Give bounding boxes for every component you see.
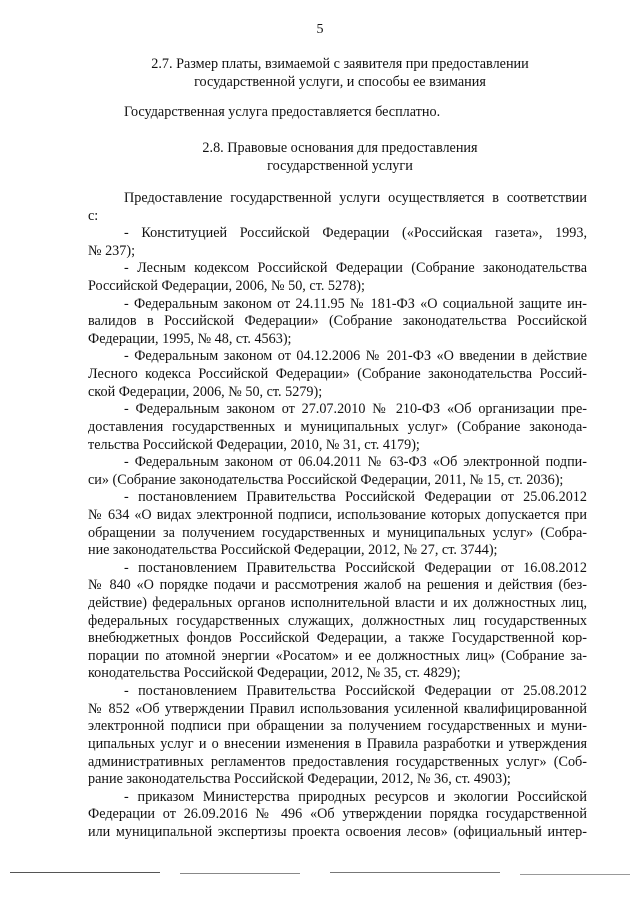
body-line: - Лесным кодексом Российской Федерации (Собрание законодательства — [124, 260, 587, 277]
body-line: порации по атомной энергии «Росатом» и ее должностных лиц» (Собрание за- — [88, 647, 587, 664]
body-line: № 852 «Об утверждении Правил использования усиленной квалифицированной — [88, 700, 587, 717]
body-line: административных регламентов предоставления государственных услуг» (Соб- — [88, 753, 587, 770]
body-line: или муниципальной экспертизы проекта освоения лесов» (официальный интер- — [88, 823, 587, 840]
body-line: - постановлением Правительства Российской Федерации от 16.08.2012 — [124, 559, 587, 576]
heading-line: 2.8. Правовые основания для предоставления — [202, 140, 478, 156]
body-line: Федерации, 1995, № 48, ст. 4563); — [88, 330, 292, 347]
body-line: внебюджетных фондов Российской Федерации, а также Государственной кор- — [88, 630, 587, 647]
scan-edge-marks — [0, 862, 640, 905]
body-line: Российской Федерации, 2006, № 50, ст. 5278); — [88, 278, 365, 295]
body-line: - приказом Министерства природных ресурсов и экологии Российской — [124, 788, 587, 805]
body-line: Федерации от 26.09.2016 № 496 «Об утверждении порядка государственной — [88, 806, 587, 823]
scan-artifact-line — [180, 873, 300, 874]
body-line: - Федеральным законом от 27.07.2010 № 210-ФЗ «Об организации пре- — [124, 401, 587, 418]
body-line: доставления государственных и муниципальных услуг» (Собрание законода- — [88, 418, 587, 435]
section-heading-2-7 — [110, 55, 570, 91]
scan-artifact-line — [10, 872, 160, 873]
body-line: ской Федерации, 2006, № 50, ст. 5279); — [88, 383, 323, 400]
body-line: № 634 «О видах электронной подписи, использование которых допускается при — [88, 506, 587, 523]
body-line: си» (Собрание законодательства Российской Федерации, 2011, № 15, ст. 2036); — [88, 471, 564, 488]
body-line: - Федеральным законом от 06.04.2011 № 63-ФЗ «Об электронной подпи- — [124, 454, 587, 471]
body-line: Лесного кодекса Российской Федерации» (Собрание законодательства Россий- — [88, 366, 587, 383]
body-line: действие) федеральных органов исполнительной власти и их должностных лиц, — [88, 595, 587, 612]
body-line: с: — [88, 207, 99, 224]
legal-basis-list — [88, 190, 587, 842]
body-line: - постановлением Правительства Российской Федерации от 25.06.2012 — [124, 489, 587, 506]
scan-artifact-line — [520, 874, 630, 875]
body-line: электронной подписи при обращении за получением государственных и муни- — [88, 718, 587, 735]
body-line: № 237); — [88, 242, 136, 259]
body-line: конодательства Российской Федерации, 2012, № 35, ст. 4829); — [88, 665, 461, 682]
heading-line: 2.7. Размер платы, взимаемой с заявителя при предоставлении — [151, 56, 529, 72]
scan-artifact-line — [330, 872, 500, 873]
body-line: - постановлением Правительства Российской Федерации от 25.08.2012 — [124, 683, 587, 700]
body-line: № 840 «О порядке подачи и рассмотрения жалоб на решения и действия (без- — [88, 577, 587, 594]
heading-line: государственной услуги — [267, 158, 413, 174]
fee-statement: Государственная услуга предоставляется бесплатно. — [124, 104, 441, 120]
heading-line: государственной услуги, и способы ее взимания — [194, 74, 486, 90]
body-line: - Федеральным законом от 24.11.95 № 181-ФЗ «О социальной защите ин- — [124, 295, 587, 312]
body-line: Предоставление государственной услуги осуществляется в соответствии — [124, 190, 587, 206]
page-number: 5 — [316, 22, 324, 37]
body-line: валидов в Российской Федерации» (Собрание законодательства Российской — [88, 313, 587, 330]
body-line: рание законодательства Российской Федерации, 2012, № 36, ст. 4903); — [88, 771, 511, 788]
body-line: - Федеральным законом от 04.12.2006 № 201-ФЗ «О введении в действие — [124, 348, 587, 365]
body-line: - Конституцией Российской Федерации («Российская газета», 1993, — [124, 225, 587, 242]
body-line: тельства Российской Федерации, 2010, № 31, ст. 4179); — [88, 436, 420, 453]
body-line: ние законодательства Российской Федерации, 2012, № 27, ст. 3744); — [88, 542, 498, 559]
section-heading-2-8 — [110, 139, 570, 175]
body-line: федеральных государственных служащих, должностных лиц государственных — [88, 612, 587, 629]
body-line: ципальных услуг и о внесении изменения в Правила разработки и утверждения — [88, 735, 587, 752]
body-line: обращении за получением государственных и муниципальных услуг» (Собра- — [88, 524, 587, 541]
